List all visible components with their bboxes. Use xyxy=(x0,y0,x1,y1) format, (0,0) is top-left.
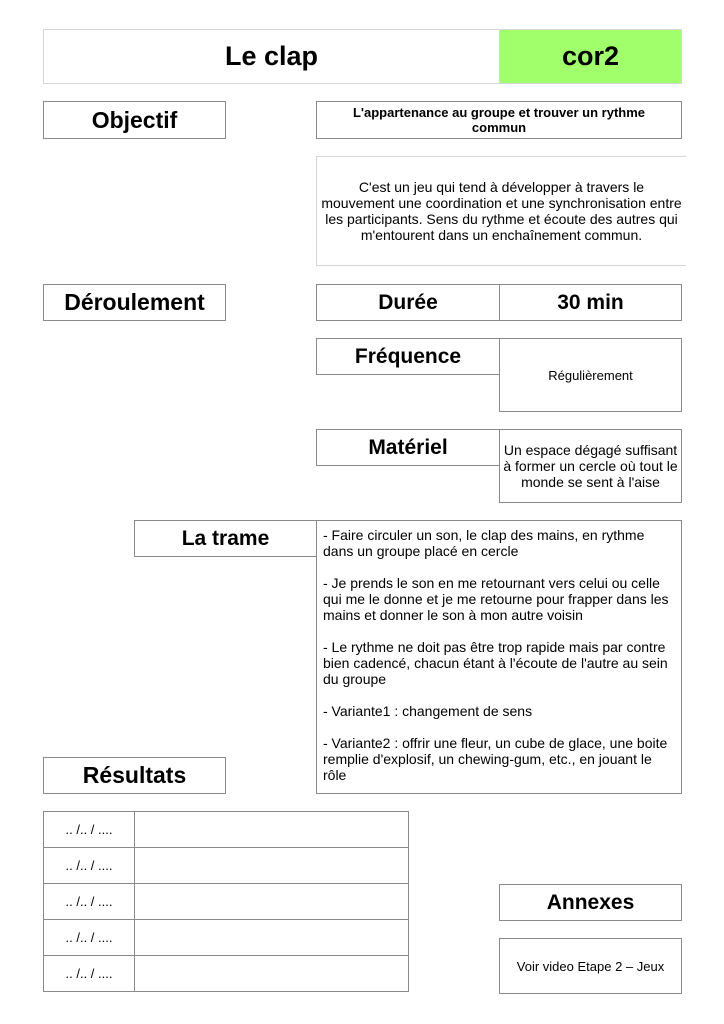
table-row xyxy=(44,920,409,956)
objectif-summary xyxy=(316,101,682,139)
date-cell: .. /.. / .... xyxy=(44,884,135,920)
trame-heading: La trame xyxy=(181,526,270,550)
note-cell[interactable] xyxy=(135,848,409,884)
note-cell[interactable] xyxy=(135,884,409,920)
resultats-label xyxy=(43,757,226,794)
trame-paragraph: - Je prends le son en me retournant vers celui ou celle qui me le donne et je me retourne pour frapper dans les mains et donner le son à mon autre voisin xyxy=(323,575,669,623)
objectif-description xyxy=(316,156,686,266)
date-cell: .. /.. / .... xyxy=(44,812,135,848)
activity-code: cor2 xyxy=(561,41,620,71)
resultats-table xyxy=(43,811,409,992)
table-row xyxy=(44,956,409,992)
table-row xyxy=(44,848,409,884)
objectif-heading: Objectif xyxy=(91,106,178,133)
trame-paragraph: - Variante1 : changement de sens xyxy=(323,703,533,719)
objectif-label xyxy=(43,101,226,139)
frequence-heading: Fréquence xyxy=(354,344,462,368)
duree-value-text: 30 min xyxy=(557,290,624,314)
frequence-value xyxy=(499,338,682,412)
objectif-description-text: C'est un jeu qui tend à développer à travers le mouvement une coordination et une synchronisation entre les participants. Sens du rythme et écoute des autres qui m'entourent dans un enchaînement commun. xyxy=(321,179,682,243)
duree-value xyxy=(499,284,682,321)
date-cell: .. /.. / .... xyxy=(44,920,135,956)
code-cell xyxy=(499,29,682,84)
trame-paragraph: - Variante2 : offrir une fleur, un cube de glace, une boite remplie d'explosif, un chewing-gum, etc., en jouant le rôle xyxy=(323,735,668,783)
date-cell: .. /.. / .... xyxy=(44,956,135,992)
note-cell[interactable] xyxy=(135,920,409,956)
title-cell xyxy=(43,29,500,84)
materiel-value-text: Un espace dégagé suffisant à former un cercle où tout le monde se sent à l'aise xyxy=(503,442,678,490)
materiel-label xyxy=(316,429,500,466)
frequence-value-text: Régulièrement xyxy=(548,367,633,383)
annexes-value-text: Voir video Etape 2 – Jeux xyxy=(516,958,665,974)
trame-content xyxy=(316,520,682,794)
trame-paragraph: - Le rythme ne doit pas être trop rapide mais par contre bien cadencé, chacun étant à l'écoute de l'autre au sein du groupe xyxy=(323,639,668,687)
date-cell: .. /.. / .... xyxy=(44,848,135,884)
table-row xyxy=(44,884,409,920)
materiel-heading: Matériel xyxy=(368,435,448,459)
duree-label xyxy=(316,284,500,321)
deroulement-heading: Déroulement xyxy=(64,289,205,315)
page-title: Le clap xyxy=(224,41,319,71)
frequence-label xyxy=(316,338,500,375)
materiel-value xyxy=(499,429,682,503)
trame-label xyxy=(134,520,317,557)
deroulement-label xyxy=(43,284,226,321)
note-cell[interactable] xyxy=(135,956,409,992)
note-cell[interactable] xyxy=(135,812,409,848)
duree-heading: Durée xyxy=(378,290,438,314)
table-row xyxy=(44,812,409,848)
annexes-label xyxy=(499,884,682,921)
annexes-heading: Annexes xyxy=(546,890,635,914)
objectif-summary-text: L'appartenance au groupe et trouver un rythme commun xyxy=(352,105,646,135)
annexes-value xyxy=(499,938,682,994)
trame-paragraph: - Faire circuler un son, le clap des mains, en rythme dans un groupe placé en cercle xyxy=(323,527,645,559)
resultats-heading: Résultats xyxy=(82,762,187,788)
